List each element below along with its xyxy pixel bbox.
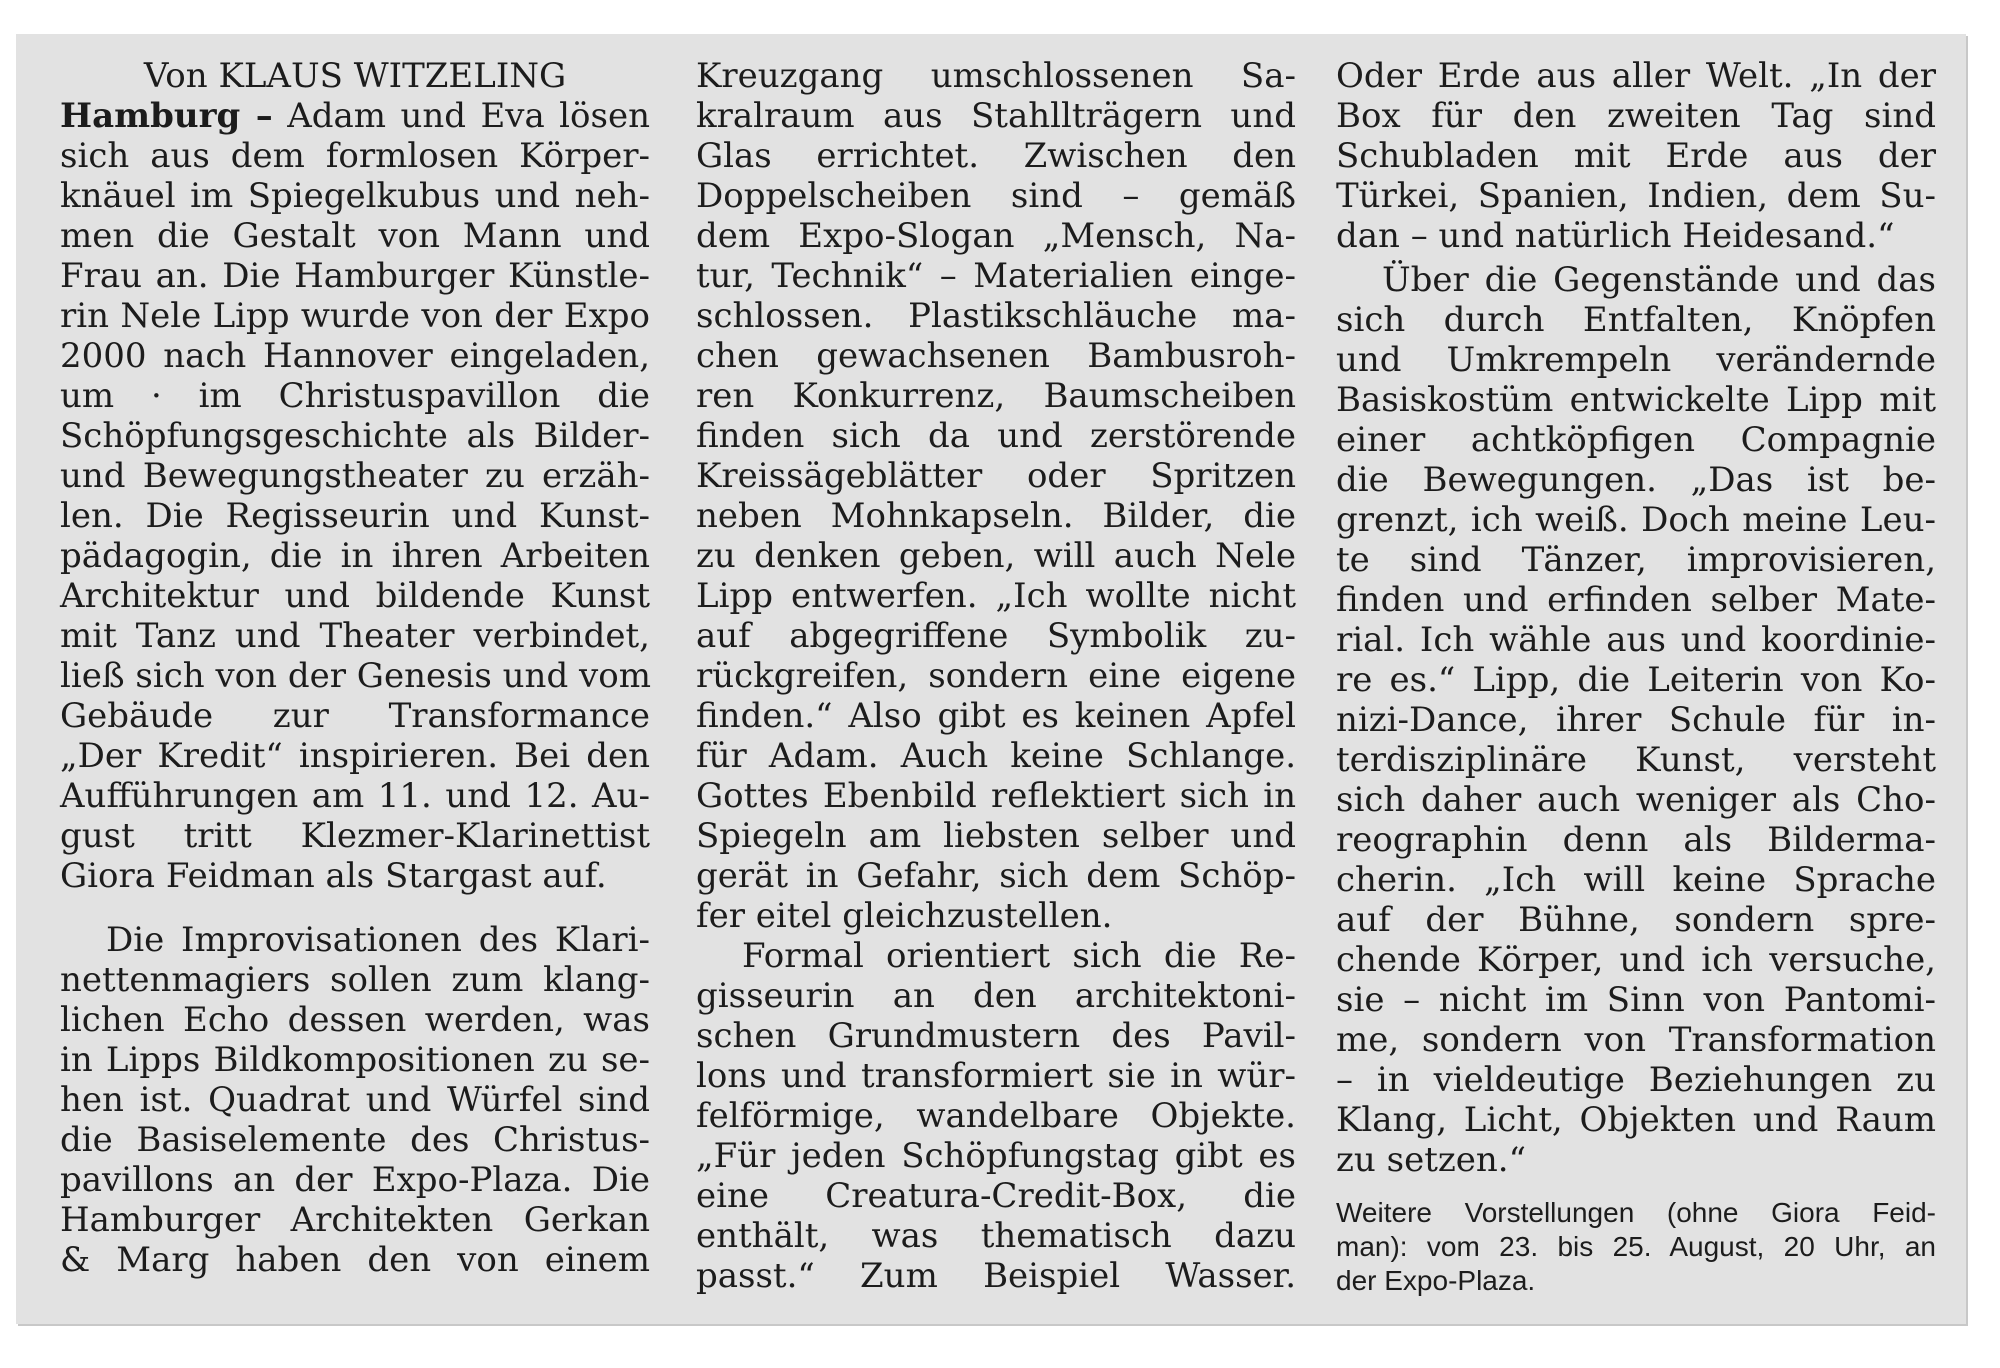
text-line: um · im Christuspavillon die [60, 376, 650, 416]
text-line: Formal orientiert sich die Re- [742, 936, 1296, 976]
text-line: und Umkrempeln verändernde [1336, 340, 1936, 380]
text-line: kralraum aus Stahllträgern und [696, 96, 1296, 136]
text-line: chende Körper, und ich versuche, [1336, 940, 1936, 980]
text-line: ließ sich von der Genesis und vom [60, 656, 651, 696]
text-line: Lipp entwerfen. „Ich wollte nicht [696, 576, 1296, 616]
text-line: & Marg haben den von einem [60, 1240, 650, 1280]
text-line: Kreuzgang umschlossenen Sa- [696, 56, 1296, 96]
text-line: nettenmagiers sollen zum klang- [60, 960, 650, 1000]
text-line: gisseurin an den architektoni- [696, 976, 1296, 1016]
text-line: sich durch Entfalten, Knöpfen [1336, 300, 1936, 340]
text-line: pavillons an der Expo-Plaza. Die [60, 1160, 650, 1200]
text-line: zu setzen.“ [1336, 1140, 1526, 1180]
text-line: dem Expo-Slogan „Mensch, Na- [696, 216, 1296, 256]
text-line: lichen Echo dessen werden, was [60, 1000, 650, 1040]
text-line: sie – nicht im Sinn von Pantomi- [1336, 980, 1936, 1020]
text-line: grenzt, ich weiß. Doch meine Leu- [1336, 500, 1936, 540]
text-line: man): vom 23. bis 25. August, 20 Uhr, an [1336, 1231, 1936, 1262]
text-line: Schubladen mit Erde aus der [1336, 136, 1936, 176]
text-line: lons und transformiert sie in wür- [696, 1056, 1296, 1096]
text-line: Architektur und bildende Kunst [60, 576, 650, 616]
text-line: reographin denn als Bilderma- [1336, 820, 1936, 860]
text-line: Spiegeln am liebsten selber und [696, 816, 1296, 856]
text-line: len. Die Regisseurin und Kunst- [60, 496, 650, 536]
lead-text: Adam und Eva lösen [272, 96, 650, 136]
text-line: gerät in Gefahr, sich dem Schöp- [696, 856, 1296, 896]
text-line: rin Nele Lipp wurde von der Expo [60, 296, 650, 336]
text-line: Aufführungen am 11. und 12. Au- [60, 776, 650, 816]
performance-info [1336, 1196, 1936, 1298]
text-line: finden.“ Also gibt es keinen Apfel [696, 696, 1296, 736]
text-line: Weitere Vorstellungen (ohne Giora Feid- [1336, 1197, 1936, 1228]
paragraph-5 [1336, 56, 1936, 256]
text-line: einer achtköpfigen Compagnie [1336, 420, 1936, 460]
text-line: nizi-Dance, ihrer Schule für in- [1336, 700, 1936, 740]
text-line: „Für jeden Schöpfungstag gibt es [696, 1136, 1296, 1176]
text-line: neben Mohnkapseln. Bilder, die [696, 496, 1296, 536]
dateline: Hamburg – [60, 96, 273, 136]
text-line: Gottes Ebenbild reflektiert sich in [696, 776, 1296, 816]
text-line: dan – und natürlich Heidesand.“ [1336, 216, 1895, 256]
text-line: mit Tanz und Theater verbindet, [60, 616, 650, 656]
text-line: schen Grundmustern des Pavil- [696, 1016, 1296, 1056]
text-line: Box für den zweiten Tag sind [1336, 96, 1936, 136]
text-line: terdisziplinäre Kunst, versteht [1336, 740, 1936, 780]
text-line: chen gewachsenen Bambusroh- [696, 336, 1296, 376]
newspaper-clipping [16, 34, 1966, 1324]
text-line: Schöpfungsgeschichte als Bilder- [60, 416, 650, 456]
text-line: „Der Kredit“ inspirieren. Bei den [60, 736, 650, 776]
paragraph-4 [696, 936, 1296, 1296]
text-line: sich aus dem formlosen Körper- [60, 136, 650, 176]
text-line: te sind Tänzer, improvisieren, [1336, 540, 1936, 580]
text-line: für Adam. Auch keine Schlange. [696, 736, 1296, 776]
paragraph-1 [60, 136, 650, 896]
text-line: passt.“ Zum Beispiel Wasser. [696, 1256, 1296, 1296]
article-column-1 [60, 56, 650, 1280]
text-line: zu denken geben, will auch Nele [696, 536, 1296, 576]
text-line: und Bewegungstheater zu erzäh- [60, 456, 650, 496]
text-line: Über die Gegenstände und das [1382, 260, 1936, 300]
lead-line [60, 96, 650, 136]
text-line: cherin. „Ich will keine Sprache [1336, 860, 1936, 900]
text-line: Giora Feidman als Stargast auf. [60, 856, 607, 896]
text-line: finden und erfinden selber Mate- [1336, 580, 1936, 620]
text-line: die Bewegungen. „Das ist be- [1336, 460, 1936, 500]
text-line: Die Improvisationen des Klari- [106, 920, 650, 960]
text-line: men die Gestalt von Mann und [60, 216, 650, 256]
paragraph-3 [696, 56, 1296, 936]
text-line: pädagogin, die in ihren Arbeiten [60, 536, 650, 576]
text-line: Oder Erde aus aller Welt. „In der [1336, 56, 1936, 96]
text-line: Doppelscheiben sind – gemäß [696, 176, 1296, 216]
text-line: Hamburger Architekten Gerkan [60, 1200, 650, 1240]
text-line: Klang, Licht, Objekten und Raum [1336, 1100, 1936, 1140]
text-line: rial. Ich wähle aus und koordinie- [1336, 620, 1936, 660]
byline: Von KLAUS WITZELING [143, 56, 567, 96]
text-line: Frau an. Die Hamburger Künstle- [60, 256, 650, 296]
text-line: 2000 nach Hannover eingeladen, [60, 336, 650, 376]
text-line: gust tritt Klezmer-Klarinettist [60, 816, 650, 856]
article-column-3 [1336, 56, 1936, 1298]
text-line: Türkei, Spanien, Indien, dem Su- [1336, 176, 1936, 216]
text-line: fer eitel gleichzustellen. [696, 896, 1113, 936]
text-line: me, sondern von Transformation [1336, 1020, 1936, 1060]
text-line: die Basiselemente des Christus- [60, 1120, 650, 1160]
text-line: finden sich da und zerstörende [696, 416, 1296, 456]
text-line: Glas errichtet. Zwischen den [696, 136, 1296, 176]
text-line: enthält, was thematisch dazu [696, 1216, 1296, 1256]
text-line: re es.“ Lipp, die Leiterin von Ko- [1336, 660, 1936, 700]
paragraph-2 [60, 920, 650, 1280]
text-line: schlossen. Plastikschläuche ma- [696, 296, 1296, 336]
text-line: auf der Bühne, sondern spre- [1336, 900, 1936, 940]
text-line: – in vieldeutige Beziehungen zu [1336, 1060, 1936, 1100]
article-column-2 [696, 56, 1296, 1296]
text-line: Basiskostüm entwickelte Lipp mit [1336, 380, 1936, 420]
text-line: felförmige, wandelbare Objekte. [696, 1096, 1296, 1136]
text-line: eine Creatura-Credit-Box, die [696, 1176, 1296, 1216]
text-line: rückgreifen, sondern eine eigene [696, 656, 1296, 696]
text-line: hen ist. Quadrat und Würfel sind [60, 1080, 650, 1120]
text-line: in Lipps Bildkompositionen zu se- [60, 1040, 650, 1080]
text-line: Kreissägeblätter oder Spritzen [696, 456, 1296, 496]
text-line: knäuel im Spiegelkubus und neh- [60, 176, 650, 216]
text-line: ren Konkurrenz, Baumscheiben [696, 376, 1296, 416]
text-line: Gebäude zur Transformance [60, 696, 650, 736]
text-line: der Expo-Plaza. [1336, 1265, 1536, 1296]
paragraph-6 [1336, 260, 1936, 1180]
text-line: auf abgegriffene Symbolik zu- [696, 616, 1296, 656]
text-line: tur, Technik“ – Materialien einge- [696, 256, 1296, 296]
text-line: sich daher auch weniger als Cho- [1336, 780, 1936, 820]
